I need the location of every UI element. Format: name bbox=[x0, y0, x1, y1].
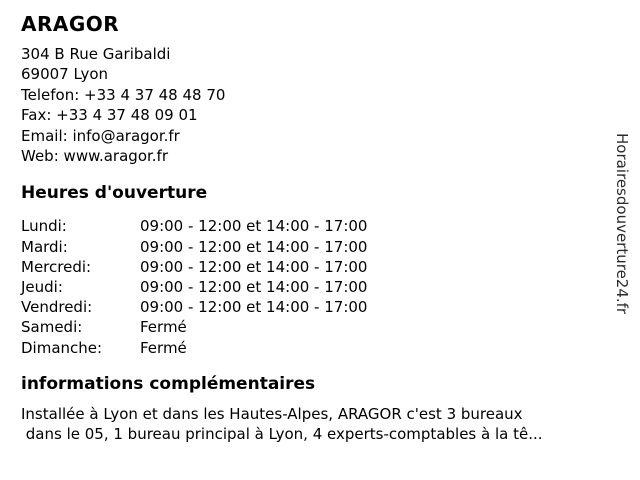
contact-block bbox=[21, 44, 640, 166]
site-watermark: Horairesdouverture24.fr bbox=[613, 133, 631, 315]
hours-row-sunday bbox=[21, 338, 640, 358]
hours-row-monday bbox=[21, 216, 640, 236]
address-city: 69007 Lyon bbox=[21, 65, 109, 84]
day-label: Samedi: bbox=[21, 318, 83, 337]
day-hours: Fermé bbox=[140, 318, 187, 337]
phone-value: +33 4 37 48 48 70 bbox=[84, 85, 226, 104]
day-label: Lundi: bbox=[21, 217, 67, 236]
web-value: www.aragor.fr bbox=[63, 147, 168, 166]
hours-row-saturday bbox=[21, 317, 640, 337]
hours-row-wednesday bbox=[21, 257, 640, 277]
opening-hours-table bbox=[21, 216, 640, 357]
day-label: Mercredi: bbox=[21, 257, 92, 276]
day-label: Vendredi: bbox=[21, 298, 93, 317]
day-hours: 09:00 - 12:00 et 14:00 - 17:00 bbox=[140, 298, 368, 317]
hours-row-friday bbox=[21, 297, 640, 317]
additional-info-text bbox=[21, 404, 640, 445]
day-hours: 09:00 - 12:00 et 14:00 - 17:00 bbox=[140, 278, 368, 297]
business-name: ARAGOR bbox=[21, 12, 120, 36]
info-line-1: Installée à Lyon et dans les Hautes-Alpes, ARAGOR c'est 3 bureaux bbox=[21, 404, 523, 423]
phone-line bbox=[21, 85, 640, 105]
day-label: Mardi: bbox=[21, 237, 68, 256]
web-label: Web: bbox=[21, 147, 59, 166]
address-street: 304 B Rue Garibaldi bbox=[21, 45, 171, 63]
opening-hours-heading: Heures d'ouverture bbox=[21, 183, 208, 204]
email-line bbox=[21, 126, 640, 146]
additional-info-heading: informations complémentaires bbox=[21, 373, 316, 394]
day-label: Dimanche: bbox=[21, 338, 103, 357]
day-hours: 09:00 - 12:00 et 14:00 - 17:00 bbox=[140, 257, 368, 276]
web-line bbox=[21, 146, 640, 166]
info-line-2: dans le 05, 1 bureau principal à Lyon, 4 experts-comptables à la tê... bbox=[21, 425, 543, 444]
email-label: Email: bbox=[21, 126, 68, 145]
fax-label: Fax: bbox=[21, 106, 52, 125]
phone-label: Telefon: bbox=[21, 85, 80, 104]
day-hours: 09:00 - 12:00 et 14:00 - 17:00 bbox=[140, 237, 368, 256]
day-hours: Fermé bbox=[140, 338, 187, 357]
hours-row-tuesday bbox=[21, 237, 640, 257]
fax-line bbox=[21, 105, 640, 125]
day-hours: 09:00 - 12:00 et 14:00 - 17:00 bbox=[140, 217, 368, 236]
email-value: info@aragor.fr bbox=[72, 126, 180, 145]
fax-value: +33 4 37 48 09 01 bbox=[56, 106, 198, 125]
day-label: Jeudi: bbox=[21, 278, 63, 297]
hours-row-thursday bbox=[21, 277, 640, 297]
